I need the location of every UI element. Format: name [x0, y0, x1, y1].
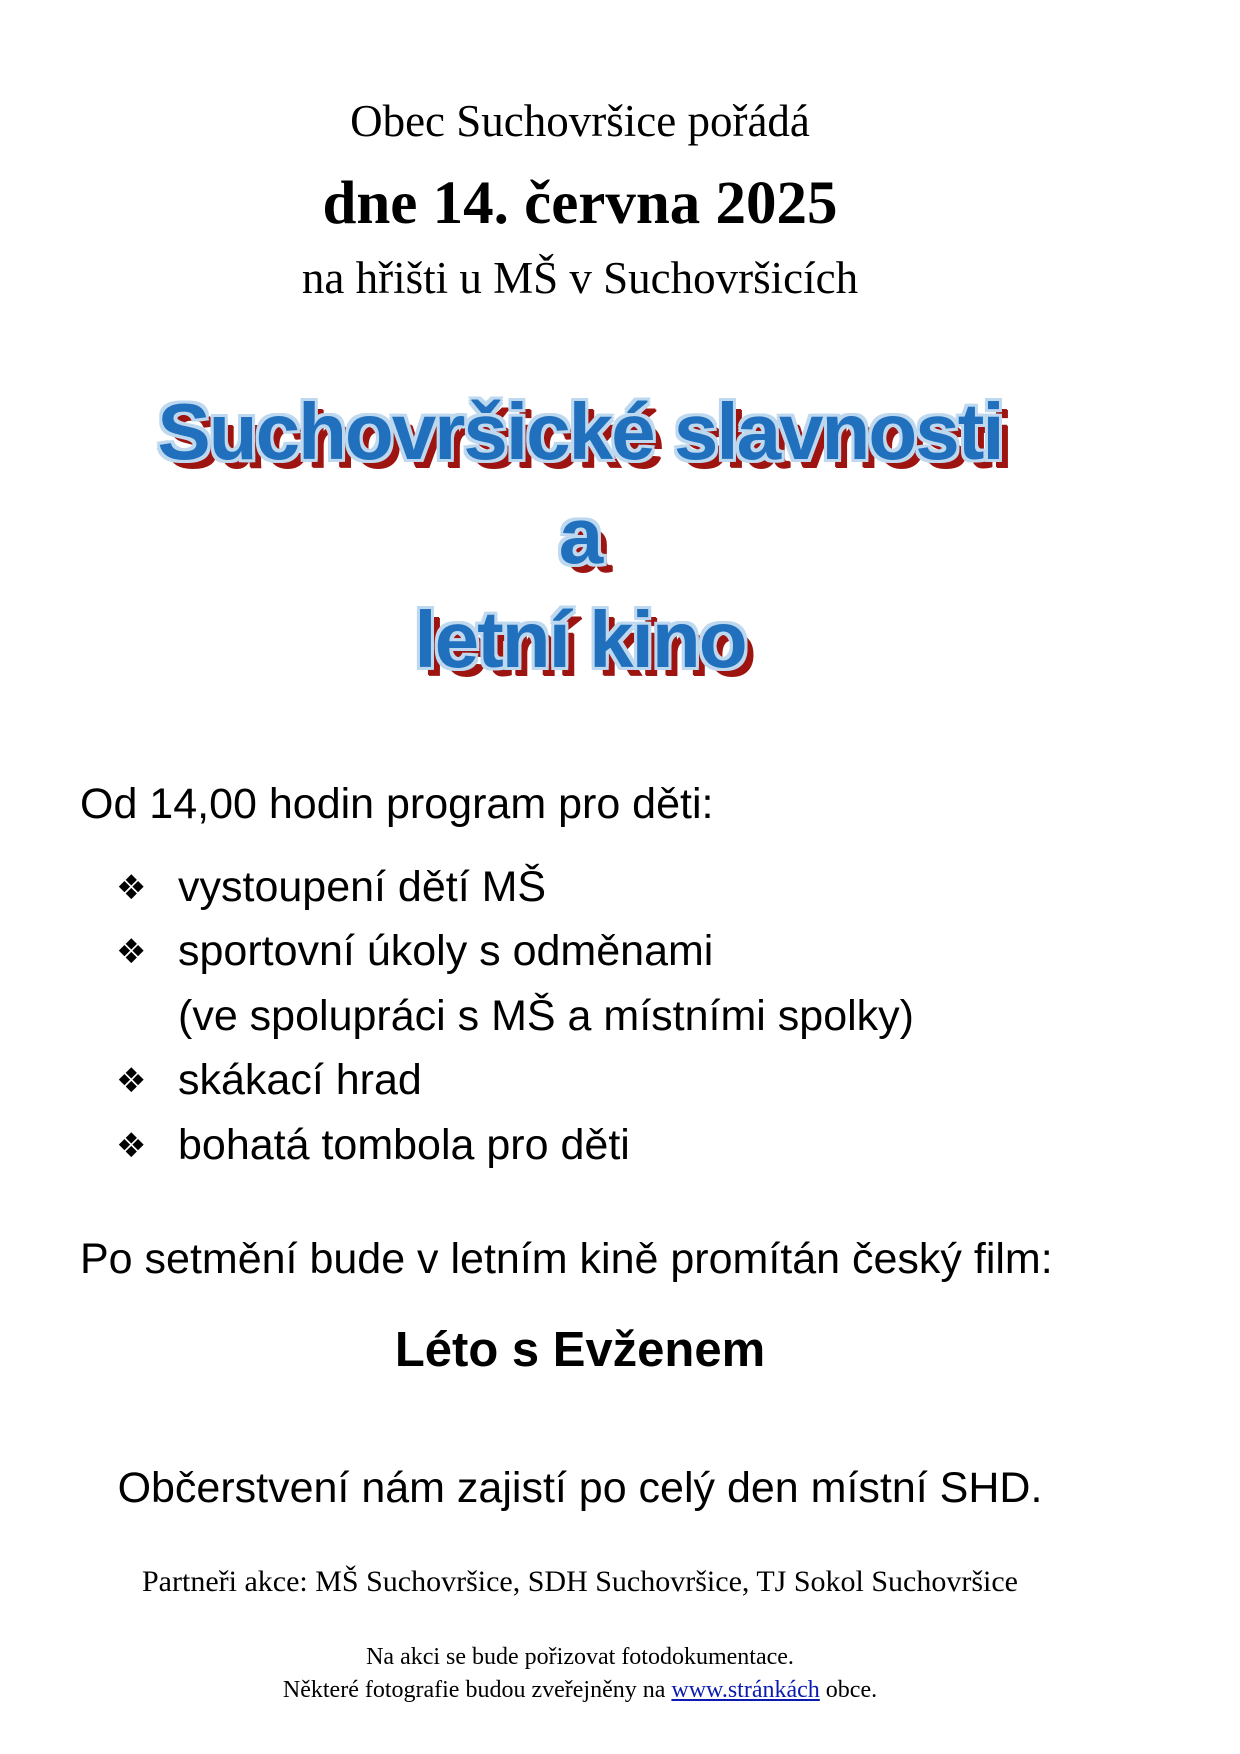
event-place: na hřišti u MŠ v Suchovršicích	[301, 252, 859, 303]
list-item-label: bohatá tombola pro děti	[178, 1120, 630, 1169]
organizer-line: Obec Suchovršice pořádá	[350, 96, 810, 146]
photo-notice-line: Na akci se bude pořizovat fotodokumentace.	[366, 1644, 794, 1671]
list-item-label: sportovní úkoly s odměnami	[178, 927, 714, 976]
program-intro: Od 14,00 hodin program pro děti:	[80, 779, 714, 828]
header-block	[40, 96, 1120, 305]
website-link[interactable]: www.stránkách	[671, 1676, 820, 1703]
list-item-note-label: (ve spolupráci s MŠ a místními spolky)	[178, 991, 914, 1040]
event-title-line3: letní kino	[414, 595, 746, 685]
program-section	[40, 780, 1120, 1178]
diamond-bullet-icon: ❖	[116, 867, 147, 908]
film-title: Léto s Evženem	[394, 1323, 766, 1378]
publish-notice-line	[40, 1674, 1120, 1706]
event-title-line1: Suchovršické slavnosti	[157, 386, 1003, 476]
list-item-label: skákací hrad	[178, 1056, 422, 1105]
list-item-note	[116, 984, 1120, 1049]
event-title-line2: a	[558, 490, 602, 580]
list-item	[116, 1113, 1120, 1178]
refreshments-line: Občerstvení nám zajistí po celý den místní SHD.	[117, 1464, 1043, 1513]
event-date: dne 14. června 2025	[322, 169, 838, 237]
list-item	[116, 919, 1120, 984]
publish-notice-suffix: obce.	[819, 1676, 878, 1703]
list-item-label: vystoupení dětí MŠ	[178, 862, 547, 911]
footer-notice	[40, 1641, 1120, 1706]
cinema-lead: Po setmění bude v letním kině promítán český film:	[80, 1235, 1053, 1284]
partners-line: Partneři akce: MŠ Suchovršice, SDH Suchovršice, TJ Sokol Suchovršice	[142, 1565, 1018, 1599]
publish-notice-prefix: Některé fotografie budou zveřejněny na	[282, 1676, 672, 1703]
diamond-bullet-icon: ❖	[116, 932, 147, 973]
event-title-block	[40, 385, 1120, 688]
list-item	[116, 1048, 1120, 1113]
list-item	[116, 855, 1120, 920]
program-list	[40, 855, 1120, 1178]
diamond-bullet-icon: ❖	[116, 1125, 147, 1166]
diamond-bullet-icon: ❖	[116, 1061, 147, 1102]
